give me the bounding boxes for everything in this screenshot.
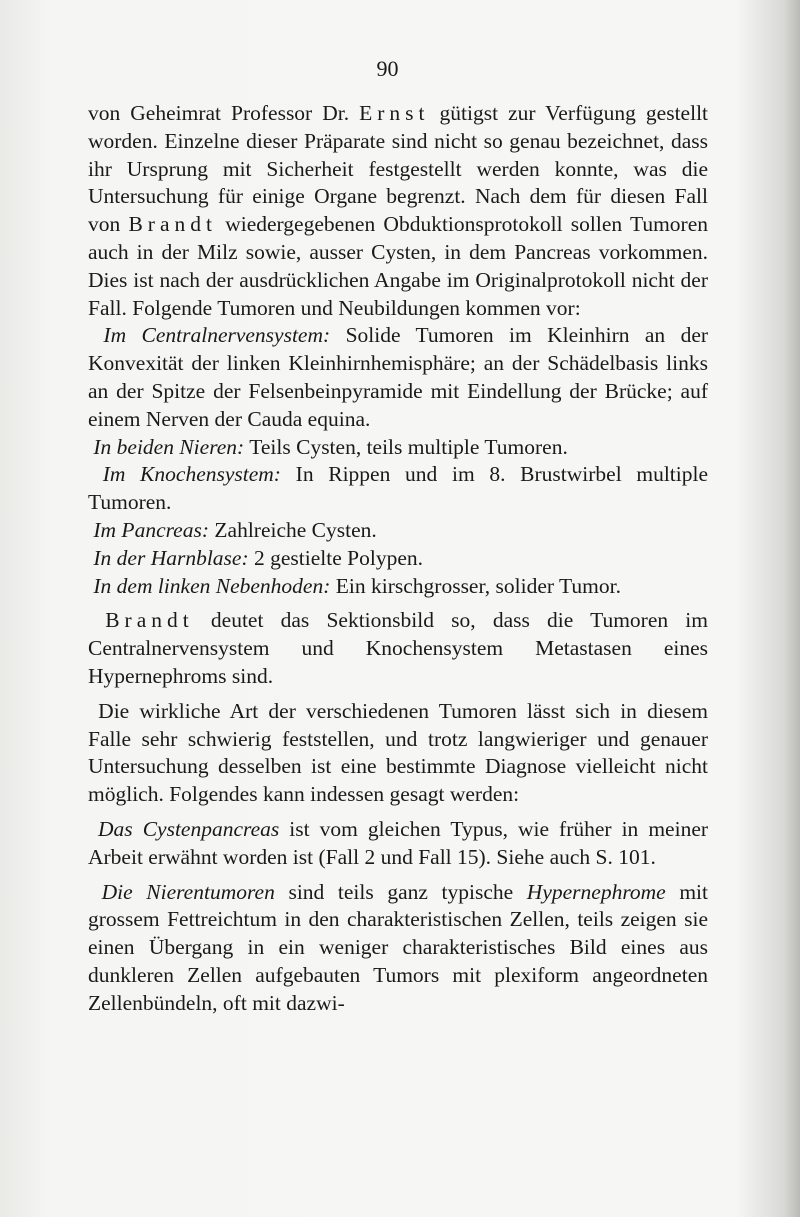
author-name-brandt: Brandt [105,608,194,633]
paragraph-nierentumoren [88,879,708,1018]
intro-text-1: von Geheimrat Professor Dr. [88,101,350,125]
intro-text-3: wiedergegebenen Obduktionsprotokoll sollen Tumoren auch in der Milz sowie, ausser Cysten, in dem Pancreas vorkommen. Dies ist nach der ausdrücklichen Angabe im Originalprotokoll nicht der Fall. Folgende Tumoren und Neubildungen kommen vor: [88,212,709,320]
body-text [88,100,708,1018]
cystenpancreas-text: ist vom gleichen Typus, wie früher in meiner Arbeit erwähnt worden ist (Fall 2 und Fall 15). Siehe auch S. 101. [88,816,709,869]
brandt-text: deutet das Sektionsbild so, dass die Tumoren im Centralnervensystem und Knochensystem Metastasen eines Hypernephroms sind. [88,608,709,688]
author-name-brandt: Brandt [128,212,217,237]
author-name-ernst: Ernst [359,101,430,125]
finding-label: In der Harnblase: [93,545,249,570]
nierentumoren-text-1: sind teils ganz typische [288,879,514,904]
finding-label: In beiden Nieren: [93,434,245,459]
diagnosis-text: Die wirkliche Art der verschiedenen Tumoren lässt sich in diesem Falle sehr schwierig feststellen, und trotz langwieriger und genauer Untersuchung desselben ist eine bestimmte Diagnose vielleicht nicht möglich. Folgendes kann indessen gesagt werden: [88,698,708,807]
finding-text: In Rippen und im 8. Brustwirbel multiple Tumoren. [88,462,709,515]
nierentumoren-text-2: mit grossem Fettreichtum in den charakteristischen Zellen, teils zeigen sie einen Übergang in ein weniger charakteristisches Bild eines aus dunkleren Zellen aufgebauten Tumors mit plexiform angeordneten Zellenbündeln, oft mit dazwi- [88,879,708,1015]
intro-text-2: gütigst zur Verfügung gestellt worden. Einzelne dieser Präparate sind nicht so genau bezeichnet, dass ihr Ursprung mit Sicherheit festgestellt werden konnte, was die Untersuchung für einige Organe begrenzt. Nach dem für diesen Fall von [88,101,709,237]
finding-item [88,461,708,517]
finding-text: Solide Tumoren im Kleinhirn an der Konvexität der linken Kleinhirnhemisphäre; an der Schädelbasis links an der Spitze der Felsenbeinpyramide mit Eindellung der Brücke; auf einem Nerven der Cauda equina. [88,323,709,431]
cystenpancreas-label: Das Cystenpancreas [98,816,280,841]
finding-text: Zahlreiche Cysten. [214,517,377,542]
paragraph-brandt [88,607,708,690]
finding-label: Im Knochensystem: [102,462,281,487]
paragraph-diagnosis [88,698,708,809]
finding-item [88,434,708,462]
finding-item [88,545,708,573]
finding-text: Teils Cysten, teils multiple Tumoren. [249,434,568,459]
finding-item [88,517,708,545]
finding-item [88,573,708,601]
finding-item [88,322,708,433]
hypernephrome-term: Hypernephrome [526,879,666,904]
finding-label: In dem linken Nebenhoden: [93,573,331,598]
finding-label: Im Pancreas: [93,517,210,542]
paragraph-intro [88,100,708,322]
finding-text: Ein kirschgrosser, solider Tumor. [335,573,621,598]
finding-label: Im Centralnervensystem: [103,323,331,348]
page-number: 90 [376,56,399,81]
nierentumoren-label: Die Nierentumoren [101,879,275,904]
paragraph-cystenpancreas [88,816,708,872]
finding-text: 2 gestielte Polypen. [254,545,424,570]
